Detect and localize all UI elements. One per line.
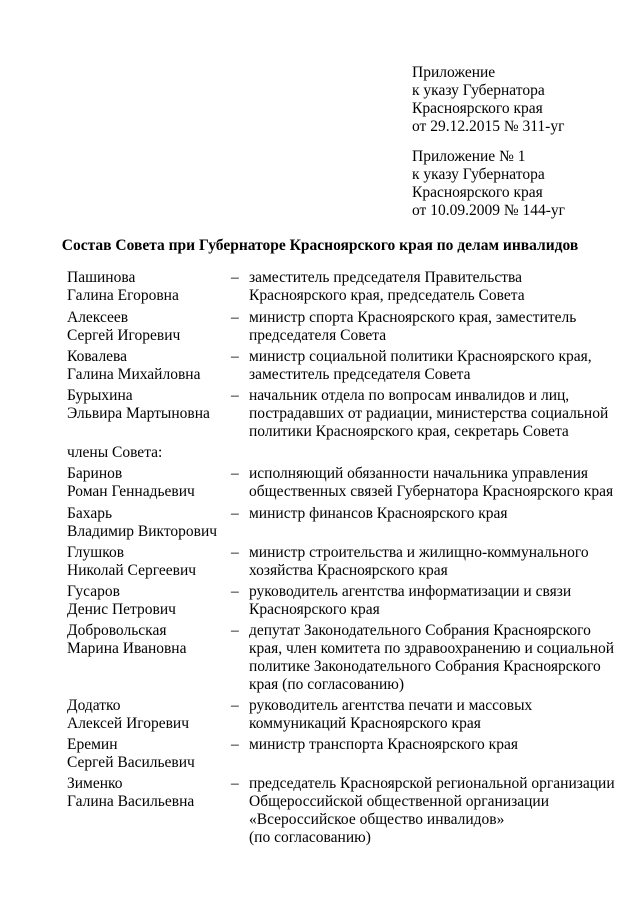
appendix-line: Приложение № 1 <box>412 148 526 165</box>
role-line: министр спорта Красноярского края, заместитель <box>249 309 577 326</box>
dash-separator: – <box>231 309 239 326</box>
member-surname: Алексеев <box>67 309 129 326</box>
member-surname: Бахарь <box>67 505 113 522</box>
role-line: руководитель агентства печати и массовых <box>249 697 533 714</box>
appendix-line: к указу Губернатора <box>412 166 545 183</box>
role-line: общественных связей Губернатора Красноярского края <box>249 483 614 500</box>
member-role <box>249 775 629 847</box>
role-line: (по согласованию) <box>249 829 371 846</box>
member-role <box>249 583 629 619</box>
member-given-names: Роман Геннадьевич <box>67 483 195 500</box>
dash-separator: – <box>231 348 239 365</box>
members-section-label: члены Совета: <box>67 444 163 461</box>
dash-separator: – <box>231 505 239 522</box>
appendix-block-2 <box>412 148 632 220</box>
member-given-names: Алексей Игоревич <box>67 715 190 732</box>
member-role <box>249 309 629 345</box>
member-given-names: Николай Сергеевич <box>67 562 197 579</box>
document-title: Состав Совета при Губернаторе Красноярского края по делам инвалидов <box>61 237 579 254</box>
role-line: депутат Законодательного Собрания Красноярского <box>249 622 591 639</box>
member-role <box>249 697 629 733</box>
dash-separator: – <box>231 736 239 753</box>
dash-separator: – <box>231 465 239 482</box>
member-role <box>249 544 629 580</box>
member-name <box>67 583 227 619</box>
dash-separator: – <box>231 387 239 404</box>
dash-separator: – <box>231 544 239 561</box>
member-surname: Додатко <box>67 697 121 714</box>
member-name <box>67 387 227 423</box>
member-role <box>249 736 629 754</box>
role-line: министр транспорта Красноярского края <box>249 736 518 753</box>
appendix-line: от 29.12.2015 № 311-уг <box>412 118 565 135</box>
role-line: исполняющий обязанности начальника управления <box>249 465 589 482</box>
member-surname: Еремин <box>67 736 118 753</box>
member-surname: Глушков <box>67 544 125 561</box>
member-role <box>249 622 629 694</box>
member-name <box>67 544 227 580</box>
member-name <box>67 348 227 384</box>
role-line: Красноярского края, председатель Совета <box>249 287 525 304</box>
member-name <box>67 505 227 541</box>
dash-separator: – <box>231 269 239 286</box>
dash-separator: – <box>231 583 239 600</box>
role-line: края (по согласованию) <box>249 676 405 693</box>
appendix-line: к указу Губернатора <box>412 82 545 99</box>
member-role <box>249 269 629 305</box>
member-surname: Зименко <box>67 775 123 792</box>
member-given-names: Сергей Васильевич <box>67 754 195 771</box>
role-line: министр финансов Красноярского края <box>249 505 508 522</box>
member-name <box>67 309 227 345</box>
appendix-block-1 <box>412 64 632 136</box>
member-given-names: Галина Егоровна <box>67 287 179 304</box>
appendix-line: Приложение <box>412 64 496 81</box>
member-surname: Гусаров <box>67 583 120 600</box>
role-line: председателя Совета <box>249 327 387 344</box>
dash-separator: – <box>231 697 239 714</box>
member-name <box>67 622 227 658</box>
member-name <box>67 465 227 501</box>
member-role <box>249 465 629 501</box>
member-surname: Баринов <box>67 465 123 482</box>
member-name <box>67 775 227 811</box>
member-surname: Добровольская <box>67 622 167 639</box>
role-line: министр строительства и жилищно-коммунального <box>249 544 589 561</box>
role-line: заместитель председателя Совета <box>249 366 471 383</box>
role-line: Красноярского края <box>249 601 380 618</box>
member-name <box>67 269 227 305</box>
role-line: хозяйства Красноярского края <box>249 562 448 579</box>
member-surname: Бурыхина <box>67 387 133 404</box>
role-line: политике Законодательного Собрания Красноярского <box>249 658 601 675</box>
member-given-names: Владимир Викторович <box>67 523 218 540</box>
member-given-names: Эльвира Мартыновна <box>67 405 210 422</box>
role-line: начальник отдела по вопросам инвалидов и лиц, <box>249 387 570 404</box>
member-role <box>249 387 629 441</box>
member-given-names: Сергей Игоревич <box>67 327 181 344</box>
member-name <box>67 697 227 733</box>
role-line: политики Красноярского края, секретарь Совета <box>249 423 569 440</box>
appendix-line: Красноярского края <box>412 100 543 117</box>
role-line: председатель Красноярской региональной организации <box>249 775 615 792</box>
member-role <box>249 348 629 384</box>
role-line: «Всероссийское общество инвалидов» <box>249 811 505 828</box>
role-line: пострадавших от радиации, министерства социальной <box>249 405 609 422</box>
member-role <box>249 505 629 523</box>
member-given-names: Марина Ивановна <box>67 640 187 657</box>
role-line: коммуникаций Красноярского края <box>249 715 481 732</box>
role-line: Общероссийской общественной организации <box>249 793 549 810</box>
member-surname: Ковалева <box>67 348 128 365</box>
dash-separator: – <box>231 622 239 639</box>
appendix-line: Красноярского края <box>412 184 543 201</box>
member-surname: Пашинова <box>67 269 136 286</box>
role-line: руководитель агентства информатизации и связи <box>249 583 572 600</box>
member-given-names: Галина Михайловна <box>67 366 201 383</box>
member-given-names: Галина Васильевна <box>67 793 195 810</box>
member-name <box>67 736 227 772</box>
dash-separator: – <box>231 775 239 792</box>
appendix-line: от 10.09.2009 № 144-уг <box>412 202 566 219</box>
role-line: края, член комитета по здравоохранению и социальной <box>249 640 615 657</box>
role-line: заместитель председателя Правительства <box>249 269 523 286</box>
role-line: министр социальной политики Красноярского края, <box>249 348 592 365</box>
member-given-names: Денис Петрович <box>67 601 176 618</box>
